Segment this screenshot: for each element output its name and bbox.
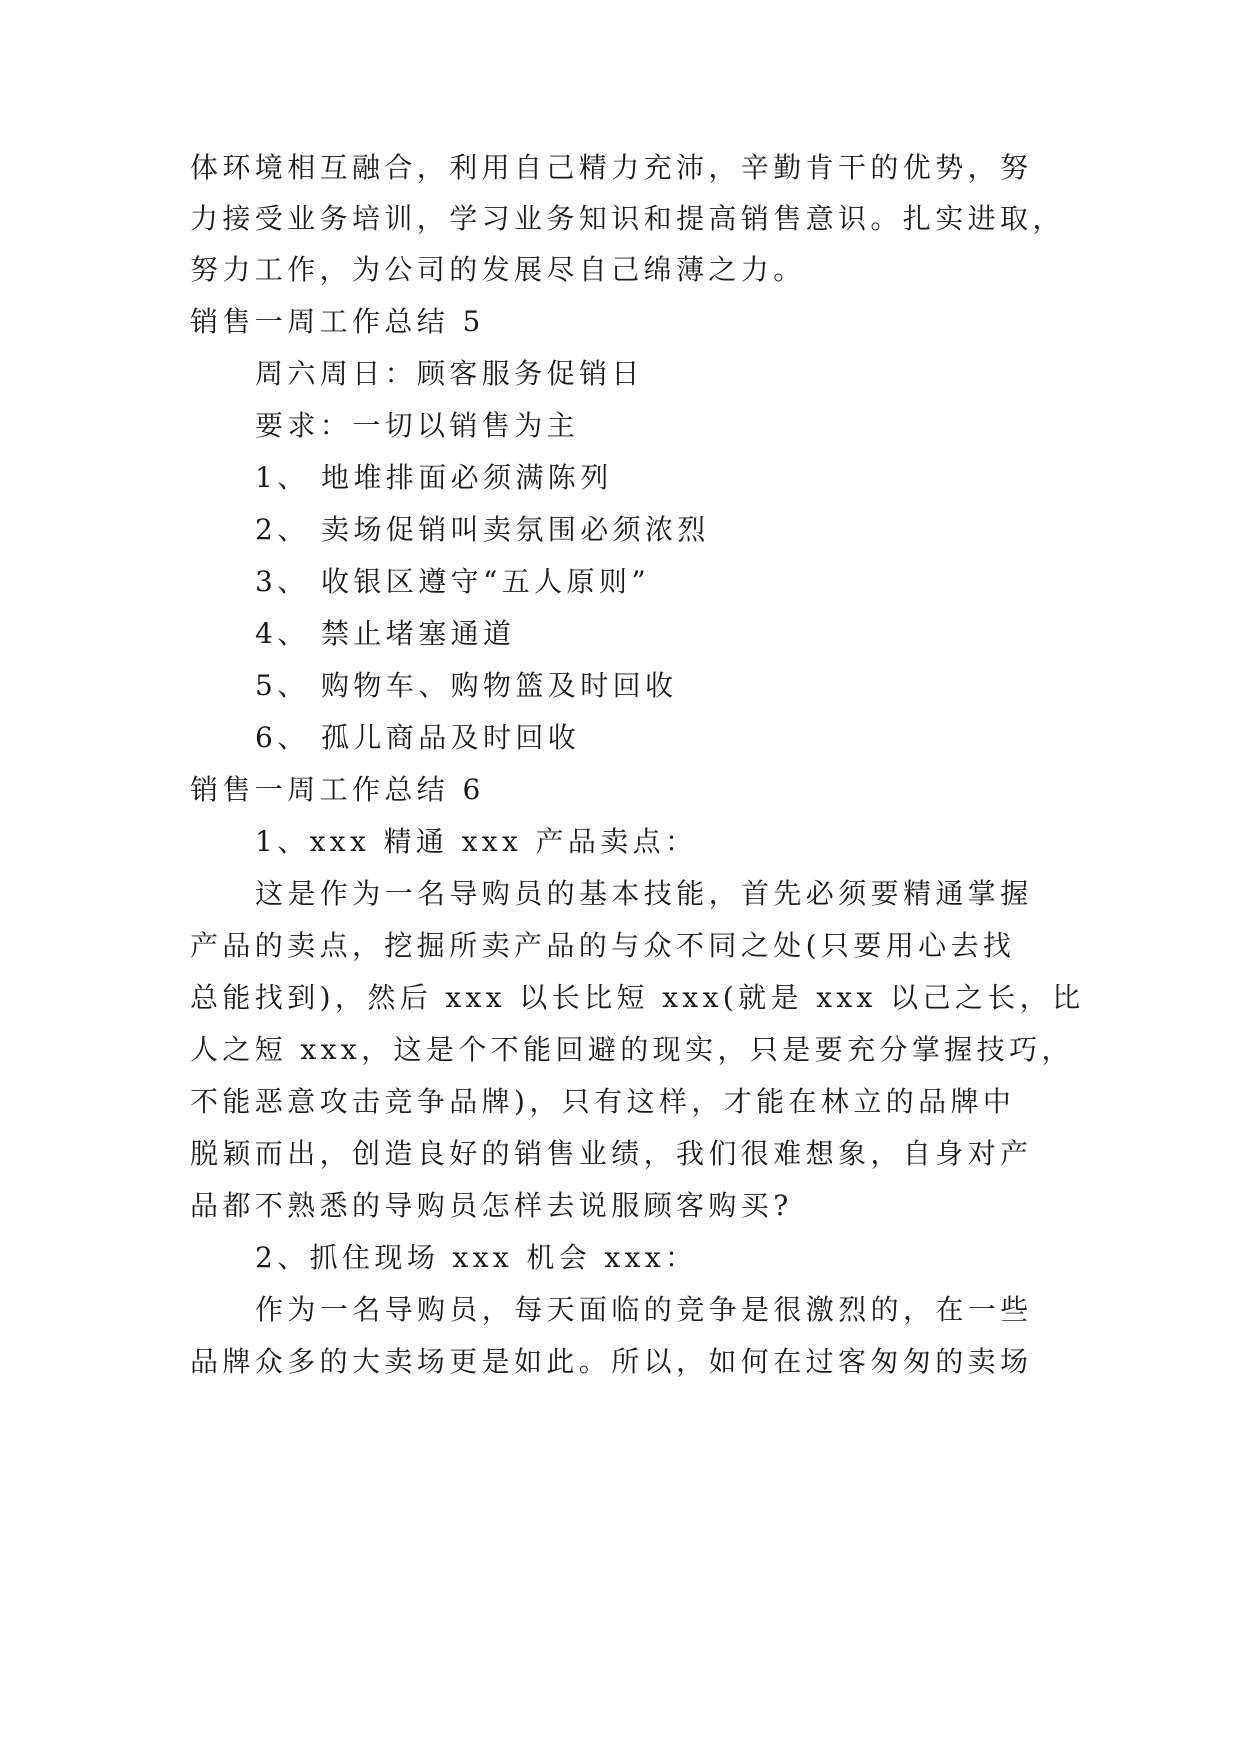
paragraph-line: 品都不熟悉的导购员怎样去说服顾客购买? <box>190 1189 793 1222</box>
list-item-number: 6、 <box>255 721 310 754</box>
list-item <box>255 666 1135 706</box>
paragraph-line: 作为一名导购员，每天面临的竞争是很激烈的，在一些 <box>255 1293 1033 1326</box>
list-item <box>255 614 1135 654</box>
list-item-text: 收银区遵守“五人原则” <box>321 565 651 598</box>
paragraph-line: 不能恶意攻击竞争品牌)，只有这样，才能在林立的品牌中 <box>190 1085 1016 1118</box>
list-item-text: 卖场促销叫卖氛围必须浓烈 <box>321 513 710 546</box>
list-item-number: 2、 <box>255 513 310 546</box>
list-item <box>255 718 1135 758</box>
paragraph-line: 体环境相互融合，利用自己精力充沛，辛勤肯干的优势，努 <box>190 151 1033 184</box>
list-item-number: 5、 <box>255 669 310 702</box>
paragraph-line: 脱颖而出，创造良好的销售业绩，我们很难想象，自身对产 <box>190 1137 1033 1170</box>
section-heading: 销售一周工作总结 6 <box>190 773 485 806</box>
list-item-text: 地堆排面必须满陈列 <box>321 461 613 494</box>
paragraph-line: 人之短 xxx，这是个不能回避的现实，只是要充分掌握技巧， <box>190 1033 1074 1066</box>
paragraph-line: 这是作为一名导购员的基本技能，首先必须要精通掌握 <box>255 877 1033 910</box>
list-item-number: 4、 <box>255 617 310 650</box>
paragraph-line: 总能找到)，然后 xxx 以长比短 xxx(就是 xxx 以己之长，比 <box>190 981 1085 1014</box>
point-title: 2、抓住现场 xxx 机会 xxx： <box>255 1241 698 1274</box>
list-item-number: 3、 <box>255 565 310 598</box>
paragraph-line: 产品的卖点，挖掘所卖产品的与众不同之处(只要用心去找 <box>190 929 1016 962</box>
list-item <box>255 510 1135 550</box>
list-item-text: 孤儿商品及时回收 <box>321 721 581 754</box>
list-item <box>255 458 1135 498</box>
list-item <box>255 562 1135 602</box>
day-line: 周六周日：顾客服务促销日 <box>255 357 644 390</box>
paragraph-line: 努力工作，为公司的发展尽自己绵薄之力。 <box>190 253 806 286</box>
point-title: 1、xxx 精通 xxx 产品卖点： <box>255 825 698 858</box>
list-item-number: 1、 <box>255 461 310 494</box>
paragraph-line: 品牌众多的大卖场更是如此。所以，如何在过客匆匆的卖场 <box>190 1345 1033 1378</box>
list-item-text: 购物车、购物篮及时回收 <box>321 669 678 702</box>
paragraph-line: 力接受业务培训，学习业务知识和提高销售意识。扎实进取， <box>190 202 1065 235</box>
list-item-text: 禁止堵塞通道 <box>321 617 516 650</box>
section-heading: 销售一周工作总结 5 <box>190 305 485 338</box>
requirement-line: 要求：一切以销售为主 <box>255 409 580 442</box>
